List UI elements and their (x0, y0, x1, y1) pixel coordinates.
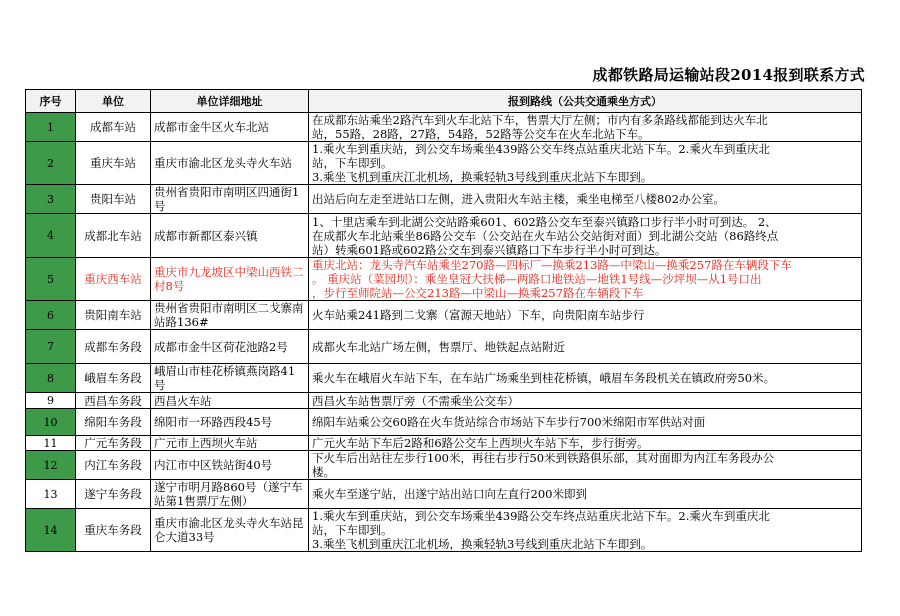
table-row (26, 393, 862, 409)
route-line: 1.乘火车到重庆站，到公交车场乘坐439路公交车终点站重庆北站下车。2.乘火车到重庆北 (312, 142, 770, 156)
route-line: 成都火车北站广场左侧，售票厅、地铁起点站附近 (312, 339, 565, 354)
row-number: 12 (26, 451, 76, 480)
table-row (26, 330, 862, 364)
row-number: 3 (26, 185, 76, 214)
row-number: 5 (26, 258, 76, 301)
table-row (26, 364, 862, 393)
row-number: 14 (26, 509, 76, 552)
page-title: 成都铁路局运输站段2014报到联系方式 (592, 66, 865, 84)
unit-address: 贵州省贵阳市南明区二戈寨南站路136# (151, 301, 309, 330)
unit-name: 贵阳南车站 (76, 301, 151, 330)
unit-address: 重庆市渝北区龙头寺火车站 (151, 142, 309, 185)
unit-address: 遂宁市明月路860号（遂宁车站第1售票厅左侧） (151, 480, 309, 509)
row-number: 6 (26, 301, 76, 330)
table-row (26, 214, 862, 258)
route-line: ，步行至师院站—公交213路—中梁山—换乘257路在车辆段下车 (312, 286, 644, 300)
header-unit: 单位 (76, 90, 151, 113)
unit-name: 峨眉车务段 (76, 364, 151, 393)
unit-address: 成都市新都区泰兴镇 (151, 214, 309, 258)
route-line: 站）转乘601路或602路公交车到泰兴镇路口下车步行半小时可到达。 (312, 242, 667, 257)
unit-name: 内江车务段 (76, 451, 151, 480)
route-cell (309, 185, 862, 214)
header-no: 序号 (26, 90, 76, 113)
unit-name: 广元车务段 (76, 436, 151, 451)
row-number: 4 (26, 214, 76, 258)
route-line: 3.乘坐飞机到重庆江北机场，换乘轻轨3号线到重庆北站下车即到。 (312, 170, 653, 184)
route-line: 乘火车在峨眉火车站下车，在车站广场乘坐到桂花桥镇，峨眉车务段机关在镇政府旁50米。 (312, 371, 776, 385)
unit-name: 绵阳车务段 (76, 409, 151, 436)
route-line: 乘火车至遂宁站，出遂宁站出站口向左直行200米即到 (312, 487, 587, 501)
route-line: 在成都火车北站乘坐86路公交车（公交站在火车站公交站街对面）到北湖公交站（86路终点 (312, 228, 779, 243)
unit-address: 重庆市九龙坡区中梁山西铁二村8号 (151, 258, 309, 301)
route-cell (309, 214, 862, 258)
header-row (26, 90, 862, 113)
route-cell (309, 142, 862, 185)
unit-name: 西昌车务段 (76, 393, 151, 409)
route-cell (309, 364, 862, 393)
contact-table (25, 89, 862, 552)
route-cell (309, 113, 862, 142)
table-row (26, 185, 862, 214)
route-line: 3.乘坐飞机到重庆江北机场，换乘轻轨3号线到重庆北站下车即到。 (312, 537, 653, 551)
unit-name: 遂宁车务段 (76, 480, 151, 509)
route-cell (309, 409, 862, 436)
route-line: 出站后向左走至进站口左侧，进入贵阳火车站主楼，乘坐电梯至八楼802办公室。 (312, 192, 725, 206)
unit-name: 重庆车站 (76, 142, 151, 185)
route-line: 站，下车即到。 (312, 156, 393, 170)
unit-address: 峨眉山市桂花桥镇燕岗路41号 (151, 364, 309, 393)
unit-address: 重庆市渝北区龙头寺火车站昆仑大道33号 (151, 509, 309, 552)
unit-address: 贵州省贵阳市南明区四通街1号 (151, 185, 309, 214)
table-row (26, 113, 862, 142)
row-number: 2 (26, 142, 76, 185)
unit-name: 重庆车务段 (76, 509, 151, 552)
route-cell (309, 330, 862, 364)
row-number: 13 (26, 480, 76, 509)
route-line: 站，55路，28路，27路，54路，52路等公交车在火车北站下车。 (312, 127, 650, 141)
route-cell (309, 509, 862, 552)
unit-address: 西昌火车站 (151, 393, 309, 409)
table-row (26, 480, 862, 509)
row-number: 8 (26, 364, 76, 393)
table-row (26, 409, 862, 436)
route-line: 绵阳车站乘公交60路在火车货站综合市场站下车步行700米绵阳市军供站对面 (312, 415, 706, 429)
route-cell (309, 436, 862, 451)
unit-address: 广元市上西坝火车站 (151, 436, 309, 451)
table-row (26, 451, 862, 480)
row-number: 10 (26, 409, 76, 436)
unit-name: 成都北车站 (76, 214, 151, 258)
route-cell (309, 258, 862, 301)
route-line: 站，下车即到。 (312, 523, 393, 537)
unit-address: 内江市中区铁站街40号 (151, 451, 309, 480)
table-row (26, 509, 862, 552)
route-line: 。 重庆站（菜园坝）：乘坐皇冠大扶梯—两路口地铁站—地铁1号线—沙坪坝—从1号口出 (312, 272, 762, 286)
unit-name: 贵阳车站 (76, 185, 151, 214)
route-cell (309, 393, 862, 409)
route-line: 在成都东站乘坐2路汽车到火车北站下车，售票大厅左侧；市内有多条路线都能到达火车北 (312, 113, 768, 127)
route-line: 下火车后出站往左步行100米，再往右步行50米到铁路俱乐部，其对面即为内江车务段办公 (312, 451, 775, 465)
route-cell (309, 301, 862, 330)
table-row (26, 142, 862, 185)
row-number: 1 (26, 113, 76, 142)
route-line: 火车站乘241路到二戈寨（富源天地站）下车，向贵阳南车站步行 (312, 308, 645, 322)
header-address: 单位详细地址 (151, 90, 309, 113)
unit-address: 绵阳市一环路西段45号 (151, 409, 309, 436)
unit-name: 成都车站 (76, 113, 151, 142)
table-row (26, 258, 862, 301)
route-cell (309, 451, 862, 480)
unit-name: 成都车务段 (76, 330, 151, 364)
unit-name: 重庆西车站 (76, 258, 151, 301)
row-number: 7 (26, 330, 76, 364)
route-line: 西昌火车站售票厅旁（不需乘坐公交车） (312, 393, 519, 408)
route-line: 1.乘火车到重庆站，到公交车场乘坐439路公交车终点站重庆北站下车。2.乘火车到重庆北 (312, 509, 770, 523)
table-body (26, 113, 862, 552)
route-line: 1、十里店乘车到北湖公交站路乘601、602路公交车至泰兴镇路口步行半小时可到达。 2、 (312, 214, 777, 229)
table-row (26, 436, 862, 451)
route-line: 重庆北站：龙头寺汽车站乘坐270路—四标厂—换乘213路—中梁山—换乘257路在车辆段下车 (312, 258, 792, 272)
route-line: 广元火车站下车后2路和6路公交车上西坝火车站下车，步行街旁。 (312, 436, 649, 450)
table-row (26, 301, 862, 330)
route-line: 楼。 (312, 465, 335, 479)
row-number: 11 (26, 436, 76, 451)
unit-address: 成都市金牛区火车北站 (151, 113, 309, 142)
row-number: 9 (26, 393, 76, 409)
header-route: 报到路线（公共交通乘坐方式） (309, 90, 862, 113)
route-cell (309, 480, 862, 509)
unit-address: 成都市金牛区荷花池路2号 (151, 330, 309, 364)
